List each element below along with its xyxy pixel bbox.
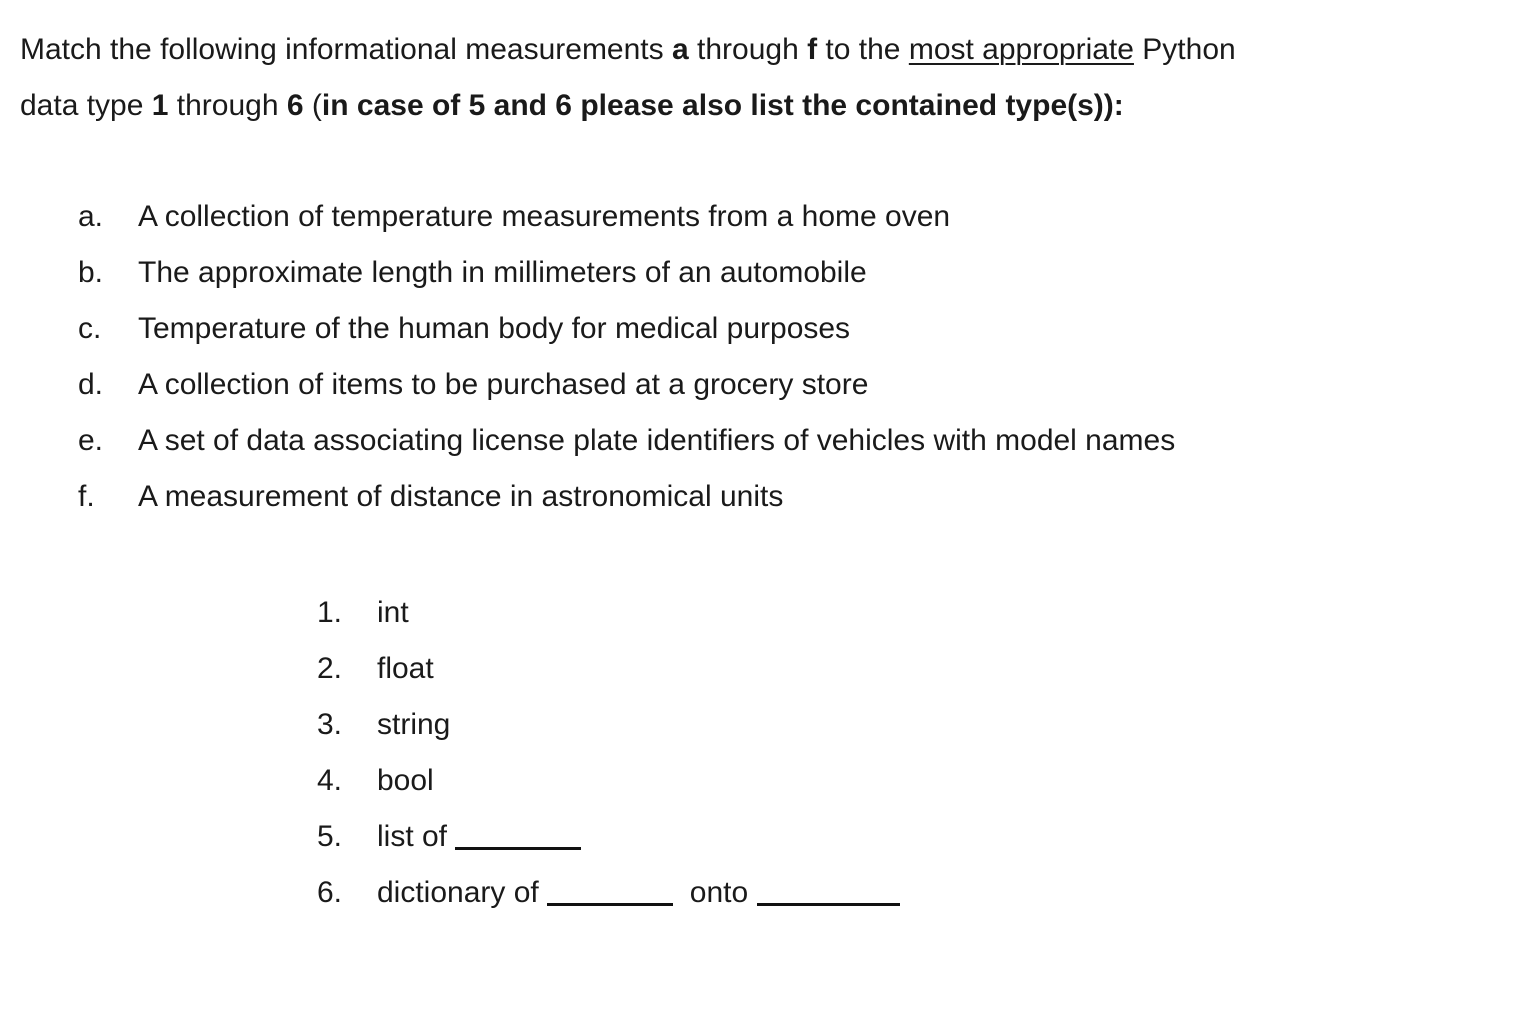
list-item-text: The approximate length in millimeters of an automobile: [138, 256, 867, 289]
question-prompt: [20, 22, 1500, 134]
type-number: 2.: [317, 652, 343, 685]
type-number: 1.: [317, 596, 343, 629]
prompt-text: to the: [817, 33, 909, 66]
dictionary-value-type-blank[interactable]: [757, 903, 900, 906]
list-marker: f.: [78, 480, 95, 513]
list-marker: c.: [78, 312, 102, 345]
list-contained-type-blank[interactable]: [455, 847, 581, 850]
list-item-text: A measurement of distance in astronomical units: [138, 480, 784, 513]
type-number: 5.: [317, 820, 343, 853]
prompt-text: Match the following informational measurements: [20, 33, 672, 66]
type-label: dictionary of: [377, 876, 539, 909]
prompt-bold-f: f: [807, 33, 818, 66]
type-label-with-blanks: [377, 870, 900, 916]
type-number: 4.: [317, 764, 343, 797]
list-item-text: A collection of temperature measurements from a home oven: [138, 200, 951, 233]
prompt-bold-note: in case of 5 and 6 please also list the contained type(s)):: [321, 89, 1124, 122]
dictionary-key-type-blank[interactable]: [547, 903, 673, 906]
prompt-underlined: most appropriate: [908, 33, 1134, 66]
list-item-text: Temperature of the human body for medical purposes: [138, 312, 851, 345]
onto-label: onto: [689, 876, 749, 909]
prompt-bold-6: 6: [286, 89, 304, 122]
prompt-line-2: [20, 78, 1500, 134]
list-marker: e.: [78, 424, 104, 457]
type-label: list of: [377, 820, 448, 853]
type-label: int: [377, 596, 409, 629]
prompt-text: data type: [20, 89, 152, 122]
list-marker: b.: [78, 256, 104, 289]
type-label: float: [377, 652, 434, 685]
list-item-text: A collection of items to be purchased at a grocery store: [138, 368, 869, 401]
type-number: 6.: [317, 876, 343, 909]
type-number: 3.: [317, 708, 343, 741]
prompt-line-1: [20, 22, 1500, 78]
list-item-text: A set of data associating license plate identifiers of vehicles with model names: [138, 424, 1176, 457]
prompt-text: through: [168, 89, 287, 122]
prompt-text: through: [688, 33, 808, 66]
list-marker: a.: [78, 200, 104, 233]
prompt-bold-1: 1: [151, 89, 169, 122]
type-label: bool: [377, 764, 434, 797]
list-marker: d.: [78, 368, 104, 401]
prompt-bold-a: a: [671, 33, 689, 66]
type-label: string: [377, 708, 451, 741]
type-label-with-blank: [377, 814, 581, 860]
prompt-text: Python: [1133, 33, 1236, 66]
prompt-text: (: [303, 89, 322, 122]
